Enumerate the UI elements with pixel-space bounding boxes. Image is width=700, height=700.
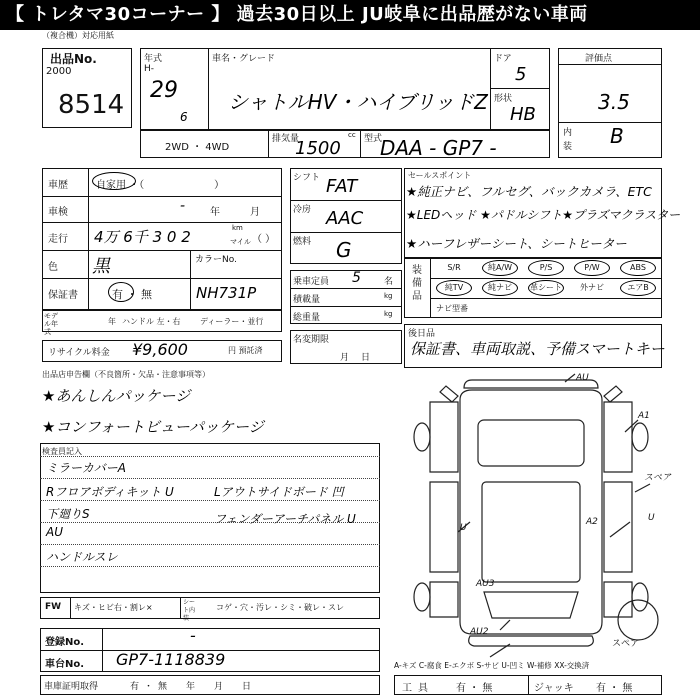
sheet-text: コゲ・穴・汚レ・シミ・破レ・スレ bbox=[216, 603, 344, 612]
equipment-circle bbox=[482, 260, 518, 276]
equipment-circle bbox=[620, 260, 656, 276]
car-damage-diagram bbox=[400, 372, 672, 650]
aircon-label: 冷房 bbox=[293, 205, 312, 215]
capacity-unit: 名 bbox=[384, 277, 394, 287]
inspector-left-5: ハンドルスレ bbox=[46, 550, 118, 564]
chassis-label: 車台No. bbox=[45, 659, 85, 670]
diagram-label-spare: スペア bbox=[644, 473, 672, 483]
diagram-label-au2: AU2 bbox=[470, 627, 489, 637]
equipment-circle bbox=[528, 260, 564, 276]
color-no-value: NH731P bbox=[196, 284, 257, 302]
remarks-label: 出品店申告欄（不良箇所・欠品・注意事項等） bbox=[42, 370, 210, 379]
lot-label: 出品No. bbox=[50, 52, 97, 66]
fuel-value: G bbox=[336, 238, 352, 262]
reg-value: - bbox=[190, 626, 196, 645]
color-label: 色 bbox=[48, 262, 58, 273]
inspector-left-3: 下廻りS bbox=[46, 507, 90, 521]
equipment-item: 外ナビ bbox=[580, 283, 604, 292]
year-label: 年式 bbox=[144, 54, 163, 64]
equipment-item: 純TV bbox=[444, 283, 464, 292]
doors-label: ドア bbox=[494, 54, 512, 64]
interior-value: B bbox=[610, 124, 624, 148]
mileage-label: 走行 bbox=[48, 234, 68, 245]
displacement-unit: cc bbox=[348, 131, 356, 139]
equipment-circle bbox=[482, 280, 518, 296]
banner: 【 トレタマ30コーナー 】 過去30日以上 JU岐阜に出品歴がない車両 bbox=[0, 0, 700, 30]
after-value: 保証書、車両取説、予備スマートキー bbox=[410, 340, 665, 358]
sub-note: （複合機）対応用紙 bbox=[42, 31, 114, 40]
capacity-value: 5 bbox=[352, 270, 361, 286]
dealer-label: ディーラー・並行 bbox=[200, 317, 264, 326]
history-options: 自家用 ・（ ） bbox=[96, 180, 225, 191]
month-value: 6 bbox=[180, 110, 188, 124]
aircon-value: AAC bbox=[326, 208, 364, 229]
diagram-label-u2: U bbox=[648, 513, 655, 523]
recycle-unit: 円 預託済 bbox=[228, 346, 263, 355]
inspection-month: 月 bbox=[250, 207, 260, 218]
recycle-label: リサイクル料金 bbox=[48, 348, 110, 358]
inspection-year: 年 bbox=[210, 207, 220, 218]
color-value: 黒 bbox=[92, 256, 110, 277]
jack-options: 有 ・ 無 bbox=[596, 683, 633, 694]
gross-label: 総重量 bbox=[293, 313, 321, 323]
model-year-label: モデル年式 bbox=[44, 312, 58, 336]
name-change-label: 名変期限 bbox=[293, 335, 330, 345]
doors-value: 5 bbox=[515, 64, 527, 85]
warranty-label: 保証書 bbox=[48, 290, 78, 301]
shift-value: FAT bbox=[326, 176, 358, 197]
equipment-item: エアB bbox=[627, 283, 649, 292]
gross-unit: kg bbox=[384, 310, 393, 318]
mileage-paren: （ ） bbox=[252, 234, 276, 245]
tools-label: 工具 bbox=[402, 683, 434, 694]
equipment-item: P/S bbox=[539, 263, 553, 272]
inspection-label: 車検 bbox=[48, 207, 68, 218]
sales-line-1: ★純正ナビ、フルセグ、バックカメラ、ETC bbox=[406, 184, 652, 199]
type-label: 型式 bbox=[364, 134, 383, 144]
mileage-km: km bbox=[232, 224, 243, 232]
inspector-left-1: ミラーカバーA bbox=[46, 461, 126, 475]
sheet-label: シート内装 bbox=[183, 599, 196, 622]
warranty-options: 有 ・ 無 bbox=[112, 288, 152, 301]
inspection-value: - bbox=[180, 198, 186, 214]
name-change-unit: 月日 bbox=[340, 353, 383, 363]
equipment-circle bbox=[528, 280, 564, 296]
recycle-value: ¥9,600 bbox=[132, 340, 188, 359]
mileage-value: 4万 6千 3 0 2 bbox=[94, 228, 191, 246]
fw-text: キズ・ヒビ右・割レ× bbox=[74, 603, 153, 612]
lot-number: 8514 bbox=[58, 90, 125, 120]
diagram-label-au: AU bbox=[576, 373, 589, 383]
load-label: 積載量 bbox=[293, 295, 321, 305]
interior-label: 内装 bbox=[563, 128, 573, 152]
warranty-circle bbox=[108, 282, 134, 302]
diagram-label-au3: AU3 bbox=[476, 579, 495, 589]
equipment-label: 装備品 bbox=[412, 265, 422, 302]
drive-label: 2WD ・ 4WD bbox=[165, 142, 230, 153]
tools-options: 有 ・ 無 bbox=[456, 683, 493, 694]
score-value: 3.5 bbox=[598, 90, 630, 114]
inspector-left-2: Rフロアボディキット U bbox=[46, 485, 174, 499]
car-label: 車名・グレード bbox=[212, 54, 276, 64]
after-label: 後日品 bbox=[408, 329, 436, 339]
inspector-left-4: AU bbox=[46, 525, 63, 539]
remarks-line-2: ★コンフォートビューパッケージ bbox=[42, 418, 264, 436]
type-value: DAA - GP7 - bbox=[380, 136, 497, 160]
equipment-circle bbox=[574, 260, 610, 276]
fuel-label: 燃料 bbox=[293, 237, 312, 247]
sales-line-2: ★LEDヘッド ★パドルシフト★プラズマクラスター bbox=[406, 208, 681, 222]
shape-value: HB bbox=[510, 104, 536, 125]
history-circle bbox=[92, 172, 136, 190]
car-name: シャトルHV・ハイブリッドZ bbox=[228, 90, 488, 114]
load-unit: kg bbox=[384, 292, 393, 300]
chassis-value: GP7-1118839 bbox=[116, 650, 226, 669]
reg-label: 登録No. bbox=[45, 637, 85, 648]
lot-code: 2000 bbox=[46, 66, 72, 77]
handle-label: ハンドル 左・右 bbox=[122, 317, 181, 326]
shift-label: シフト bbox=[293, 173, 321, 183]
inspector-right-2: フェンダーアーチパネル U bbox=[214, 512, 356, 526]
equipment-circle bbox=[620, 280, 656, 296]
equipment-item: S/R bbox=[447, 263, 461, 272]
remarks-line-1: ★あんしんパッケージ bbox=[42, 387, 191, 405]
score-label: 評価点 bbox=[585, 54, 613, 64]
sales-label: セールスポイント bbox=[408, 171, 472, 180]
diagram-label-a2: A2 bbox=[586, 517, 598, 527]
jack-label: ジャッキ bbox=[534, 683, 574, 694]
shape-label: 形状 bbox=[494, 94, 513, 104]
cert-label: 車庫証明取得 bbox=[44, 682, 99, 692]
inspector-label: 検査員記入 bbox=[42, 447, 82, 456]
equipment-item: 純A/W bbox=[487, 263, 513, 272]
cert-text: 有・無 年 月 日 bbox=[130, 682, 257, 692]
equipment-item: 純ナビ bbox=[488, 283, 512, 292]
mileage-mile: マイル bbox=[230, 238, 251, 246]
displacement-label: 排気量 bbox=[272, 134, 300, 144]
capacity-label: 乗車定員 bbox=[293, 277, 330, 287]
displacement-value: 1500 bbox=[295, 138, 341, 159]
equipment-item: 革シート bbox=[530, 283, 562, 292]
diagram-label-a1: A1 bbox=[638, 411, 650, 421]
nav-model-label: ナビ型番 bbox=[436, 304, 468, 313]
sales-line-3: ★ハーフレザーシート、シートヒーター bbox=[406, 236, 627, 251]
history-label: 車歴 bbox=[48, 180, 68, 191]
equipment-circle bbox=[436, 280, 472, 296]
equipment-item: P/W bbox=[584, 263, 600, 272]
damage-legend: A-キズ C-腐食 E-エクボ S-サビ U-凹ミ W-補修 XX-交換済 bbox=[394, 661, 590, 670]
spare-label: スペア bbox=[612, 639, 640, 649]
diagram-label-u1: U bbox=[460, 523, 467, 533]
year-value: 29 bbox=[150, 78, 178, 103]
inspector-right-1: Lアウトサイドボード 凹 bbox=[214, 485, 344, 499]
year-era: H- bbox=[144, 64, 155, 74]
model-year-unit: 年 bbox=[108, 317, 116, 326]
equipment-item: ABS bbox=[630, 263, 646, 272]
fw-label: FW bbox=[45, 602, 62, 612]
color-no-label: カラーNo. bbox=[195, 255, 237, 265]
